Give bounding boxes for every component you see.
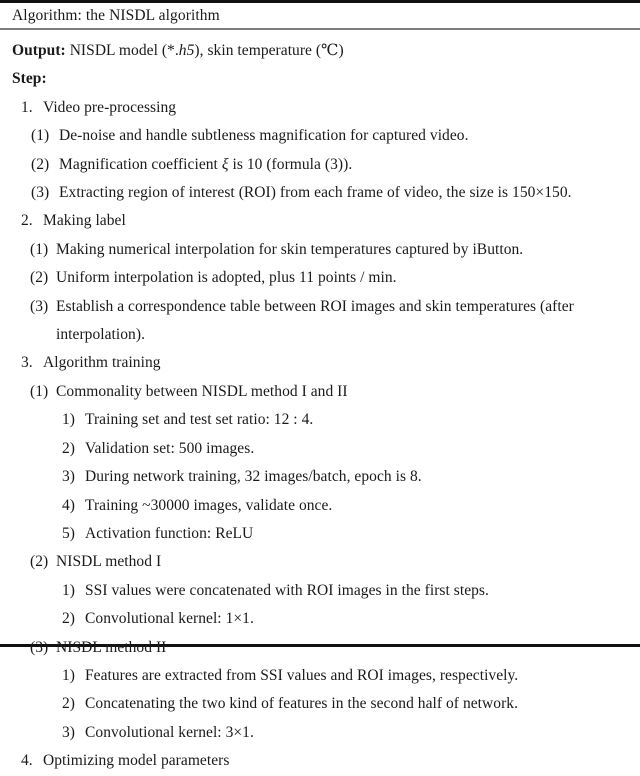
- step-marker: 2.: [21, 212, 33, 230]
- substep-text: Extracting region of interest (ROI) from each frame of video, the size is 150×150.: [59, 184, 572, 202]
- substep-text: [59, 151, 630, 179]
- output-text-after: ), skin temperature (℃): [194, 42, 344, 59]
- subsubstep-item: [62, 605, 630, 633]
- substep-text-continuation: interpolation).: [56, 326, 145, 344]
- subsubstep-item: [62, 662, 630, 690]
- substep-marker: (3): [30, 297, 49, 315]
- substep-text: Making numerical interpolation for skin temperatures captured by iButton.: [56, 240, 524, 258]
- substep-text: NISDL method I: [56, 553, 162, 571]
- subsubstep-marker: 1): [62, 666, 76, 684]
- step-label: Step:: [12, 70, 47, 88]
- step-text: Making label: [43, 212, 126, 230]
- substep-item: [30, 548, 630, 576]
- subsubstep-text: Convolutional kernel: 3×1.: [85, 723, 254, 741]
- substep-text-after: is 10 (formula (3)).: [228, 155, 353, 173]
- substep-item: [30, 634, 630, 662]
- step-text: Optimizing model parameters: [43, 752, 230, 770]
- subsubstep-marker: 2): [62, 439, 76, 457]
- substep-marker: (2): [30, 269, 49, 287]
- substep-text-line1: Establish a correspondence table between ROI images and skin temperatures (after: [56, 297, 574, 315]
- substep-marker: (1): [31, 127, 50, 145]
- step-item: [21, 207, 630, 235]
- step-text: Algorithm training: [43, 354, 161, 372]
- step-text: Video pre-processing: [43, 98, 177, 116]
- substep-item: [30, 293, 630, 350]
- subsubstep-text: Training set and test set ratio: 12 : 4.: [85, 411, 314, 429]
- substep-text: Commonality between NISDL method I and II: [56, 382, 348, 400]
- subsubstep-text: Activation function: ReLU: [85, 524, 254, 542]
- substep-marker: (1): [30, 240, 49, 258]
- substep-item: [30, 236, 630, 264]
- subsubstep-text: Convolutional kernel: 1×1.: [85, 610, 254, 628]
- subsubstep-marker: 4): [62, 496, 76, 514]
- substep-text: Uniform interpolation is adopted, plus 11 points / min.: [56, 269, 397, 287]
- substep-marker: (3): [30, 638, 49, 656]
- subsubstep-text: SSI values were concatenated with ROI images in the first steps.: [85, 581, 489, 599]
- subsubstep-text: Features are extracted from SSI values and ROI images, respectively.: [85, 666, 519, 684]
- output-italic-h5: h5: [178, 42, 195, 59]
- substep-text: [56, 293, 630, 350]
- algorithm-body: [0, 30, 640, 776]
- subsubstep-text: Training ~30000 images, validate once.: [85, 496, 333, 514]
- substep-text: De-noise and handle subtleness magnification for captured video.: [59, 127, 469, 145]
- subsubstep-item: [62, 719, 630, 747]
- subsubstep-marker: 5): [62, 524, 76, 542]
- substep-text-before: Magnification coefficient: [59, 155, 222, 173]
- step-item: [21, 349, 630, 377]
- subsubstep-text: Concatenating the two kind of features in the second half of network.: [85, 695, 519, 713]
- subsubstep-marker: 1): [62, 411, 76, 429]
- subsubstep-item: [62, 520, 630, 548]
- substep-marker: (2): [31, 155, 50, 173]
- substep-marker: (2): [30, 553, 49, 571]
- subsubstep-item: [62, 463, 630, 491]
- subsubstep-item: [62, 492, 630, 520]
- substep-item: [31, 151, 630, 179]
- output-text-before: NISDL model (*.: [65, 42, 179, 59]
- subsubstep-item: [62, 435, 630, 463]
- algorithm-title: Algorithm: the NISDL algorithm: [12, 7, 220, 24]
- substep-item: [30, 378, 630, 406]
- step-item: [21, 747, 630, 775]
- subsubstep-marker: 3): [62, 723, 76, 741]
- substep-text: NISDL method II: [56, 638, 167, 656]
- step-marker: 3.: [21, 354, 33, 372]
- subsubstep-text: Validation set: 500 images.: [85, 439, 255, 457]
- subsubstep-item: [62, 690, 630, 718]
- output-label: Output:: [12, 42, 66, 59]
- substep-item: [31, 122, 630, 150]
- output-line: [12, 37, 630, 65]
- step-item: [21, 94, 630, 122]
- subsubstep-marker: 2): [62, 695, 76, 713]
- subsubstep-text: During network training, 32 images/batch, epoch is 8.: [85, 468, 422, 486]
- subsubstep-marker: 1): [62, 581, 76, 599]
- step-marker: 4.: [21, 752, 33, 770]
- subsubstep-item: [62, 577, 630, 605]
- substep-item: [31, 179, 630, 207]
- substep-item: [30, 264, 630, 292]
- substep-marker: (3): [31, 184, 50, 202]
- subsubstep-marker: 2): [62, 610, 76, 628]
- substep-marker: (1): [30, 382, 49, 400]
- step-marker: 1.: [21, 98, 33, 116]
- subsubstep-item: [62, 406, 630, 434]
- xi-symbol: ξ: [221, 155, 229, 173]
- subsubstep-marker: 3): [62, 468, 76, 486]
